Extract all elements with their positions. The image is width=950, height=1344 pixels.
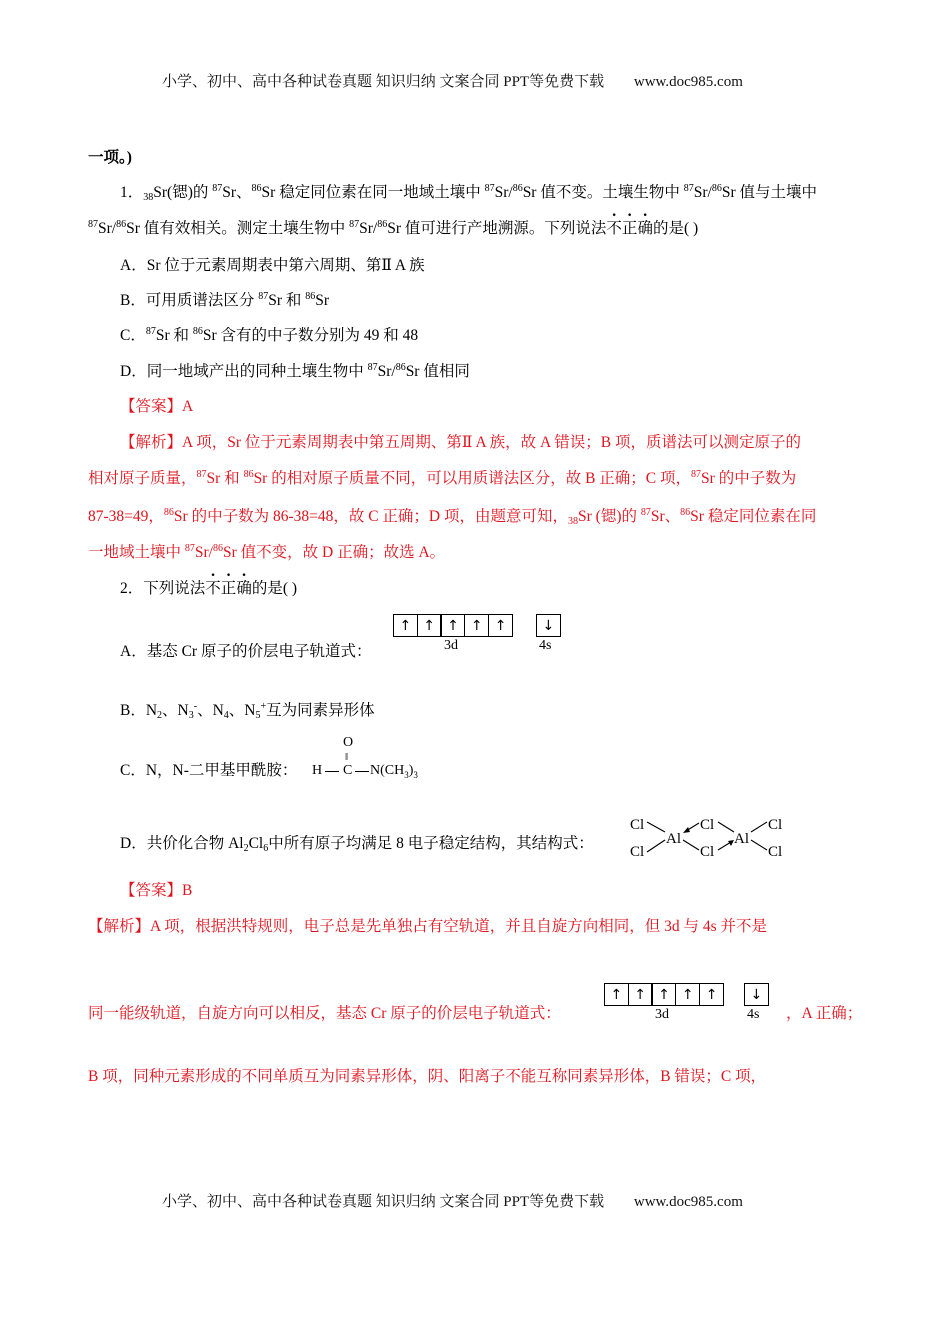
header-url: www.doc985.com [633, 74, 743, 90]
emphasis-dot: 不 [205, 580, 221, 597]
emphasis-dot: 确 [236, 580, 252, 597]
page-footer [162, 1190, 743, 1211]
emphasis-dot: 不 [606, 220, 622, 237]
q1-analysis-line4: 一地域土壤中 $^{87}$Sr/$^{86}$Sr 值不变，故 D 正确；故选 A。 [88, 543, 446, 561]
q1-option-c: C．$^{87}$Sr 和 $^{86}$Sr 含有的中子数分别为 49 和 48 [120, 326, 419, 344]
al2cl6-structure-diagram [626, 812, 796, 862]
footer-text: 小学、初中、高中各种试卷真题 知识归纳 文案合同 PPT等免费下载 [162, 1194, 605, 1210]
emphasis-dot: 正 [220, 580, 237, 597]
emphasis-dot: 确 [637, 220, 653, 237]
up-arrow-icon: ↑ [699, 983, 724, 1006]
up-arrow-icon: ↑ [651, 983, 676, 1006]
q2-analysis-line2: 同一能级轨道，自旋方向可以相反，基态 Cr 原子的价层电子轨道式： [88, 1005, 561, 1022]
q1-stem-line1: 1．$_{38}$Sr(锶)的 $^{87}$Sr、$^{86}$Sr 稳定同位素在同一地域土壤中 $^{87}$Sr/$^{86}$Sr 值不变。土壤生物中 $^{87}$Sr/$^{86}$Sr 值与土壤中 [120, 183, 817, 203]
q2-answer: 【答案】B [120, 882, 193, 899]
svg-text:Cl: Cl [768, 817, 783, 833]
svg-text:Al: Al [734, 831, 749, 847]
q1-analysis-line1: 【解析】A 项，Sr 位于元素周期表中第五周期、第Ⅱ A 族，故 A 错误；B 项，质谱法可以测定原子的 [120, 434, 801, 451]
section-heading-tail: 一项。) [88, 149, 132, 166]
q2-stem: 2．下列说法不正确的是( ) [120, 580, 298, 597]
page-header [162, 70, 743, 91]
up-arrow-icon: ↑ [417, 614, 442, 637]
up-arrow-icon: ↑ [604, 983, 629, 1006]
up-arrow-icon: ↑ [628, 983, 653, 1006]
q1-analysis-line2: 相对原子质量，$^{87}$Sr 和 $^{86}$Sr 的相对原子质量不同，可以用质谱法区分，故 B 正确；C 项，$^{87}$Sr 的中子数为 [88, 469, 797, 487]
emphasis-dot: 正 [621, 220, 638, 237]
svg-text:Cl: Cl [768, 844, 783, 860]
q1-analysis-line3: 87-38=49，$^{86}$Sr 的中子数为 86-38=48，故 C 正确；D 项，由题意可知，$_{38}$Sr (锶)的 $^{87}$Sr、$^{86}$Sr 稳定同位素在同 [88, 507, 817, 527]
svg-text:Al: Al [666, 831, 681, 847]
q2-option-a: A．基态 Cr 原子的价层电子轨道式： [120, 643, 372, 660]
header-text: 小学、初中、高中各种试卷真题 知识归纳 文案合同 PPT等免费下载 [162, 74, 605, 90]
down-arrow-icon: ↓ [536, 614, 561, 637]
q1-option-d: D．同一地域产出的同种土壤生物中 $^{87}$Sr/$^{86}$Sr 值相同 [120, 362, 470, 380]
orbital-diagram-3d: ↑ ↑ ↑ ↑ ↑ 3d [394, 614, 513, 637]
q2-option-c: C．N，N-二甲基甲酰胺： [120, 762, 298, 779]
orbital-diagram-4s: ↓ 4s [537, 614, 561, 637]
q1-stem-line2: $^{87}$Sr/$^{86}$Sr 值有效相关。测定土壤生物中 $^{87}$Sr/$^{86}$Sr 值可进行产地溯源。下列说法不正确的是( ) [88, 219, 699, 237]
down-arrow-icon: ↓ [744, 983, 769, 1006]
svg-text:Cl: Cl [630, 844, 645, 860]
up-arrow-icon: ↑ [675, 983, 700, 1006]
q2-analysis-line1: 【解析】A 项，根据洪特规则，电子总是先单独占有空轨道，并且自旋方向相同，但 3d 与 4s 并不是 [88, 918, 768, 935]
svg-text:Cl: Cl [700, 844, 715, 860]
up-arrow-icon: ↑ [440, 614, 465, 637]
q1-answer: 【答案】A [120, 398, 194, 415]
svg-text:Cl: Cl [700, 817, 715, 833]
footer-url: www.doc985.com [633, 1194, 743, 1210]
analysis-orbital-4s: ↓ 4s [745, 983, 769, 1006]
up-arrow-icon: ↑ [464, 614, 489, 637]
up-arrow-icon: ↑ [488, 614, 513, 637]
analysis-orbital-3d: ↑ ↑ ↑ ↑ ↑ 3d [605, 983, 724, 1006]
q2-analysis-line2-tail: ，A 正确； [786, 1005, 863, 1022]
q2-option-d: D．共价化合物 $Al_2Cl_6$中所有原子均满足 8 电子稳定结构，其结构式： [120, 835, 594, 854]
svg-text:Cl: Cl [630, 817, 645, 833]
q1-option-a: A．Sr 位于元素周期表中第六周期、第Ⅱ A 族 [120, 257, 425, 274]
q1-option-b: B．可用质谱法区分 $^{87}$Sr 和 $^{86}$Sr [120, 291, 330, 309]
q2-option-b: B．$N_2$、$N_3^-$、$N_4$、$N_5^+$互为同素异形体 [120, 701, 375, 721]
q2-analysis-line3: B 项，同种元素形成的不同单质互为同素异形体，阴、阳离子不能互称同素异形体，B 错误；C 项， [88, 1068, 767, 1085]
up-arrow-icon: ↑ [393, 614, 418, 637]
